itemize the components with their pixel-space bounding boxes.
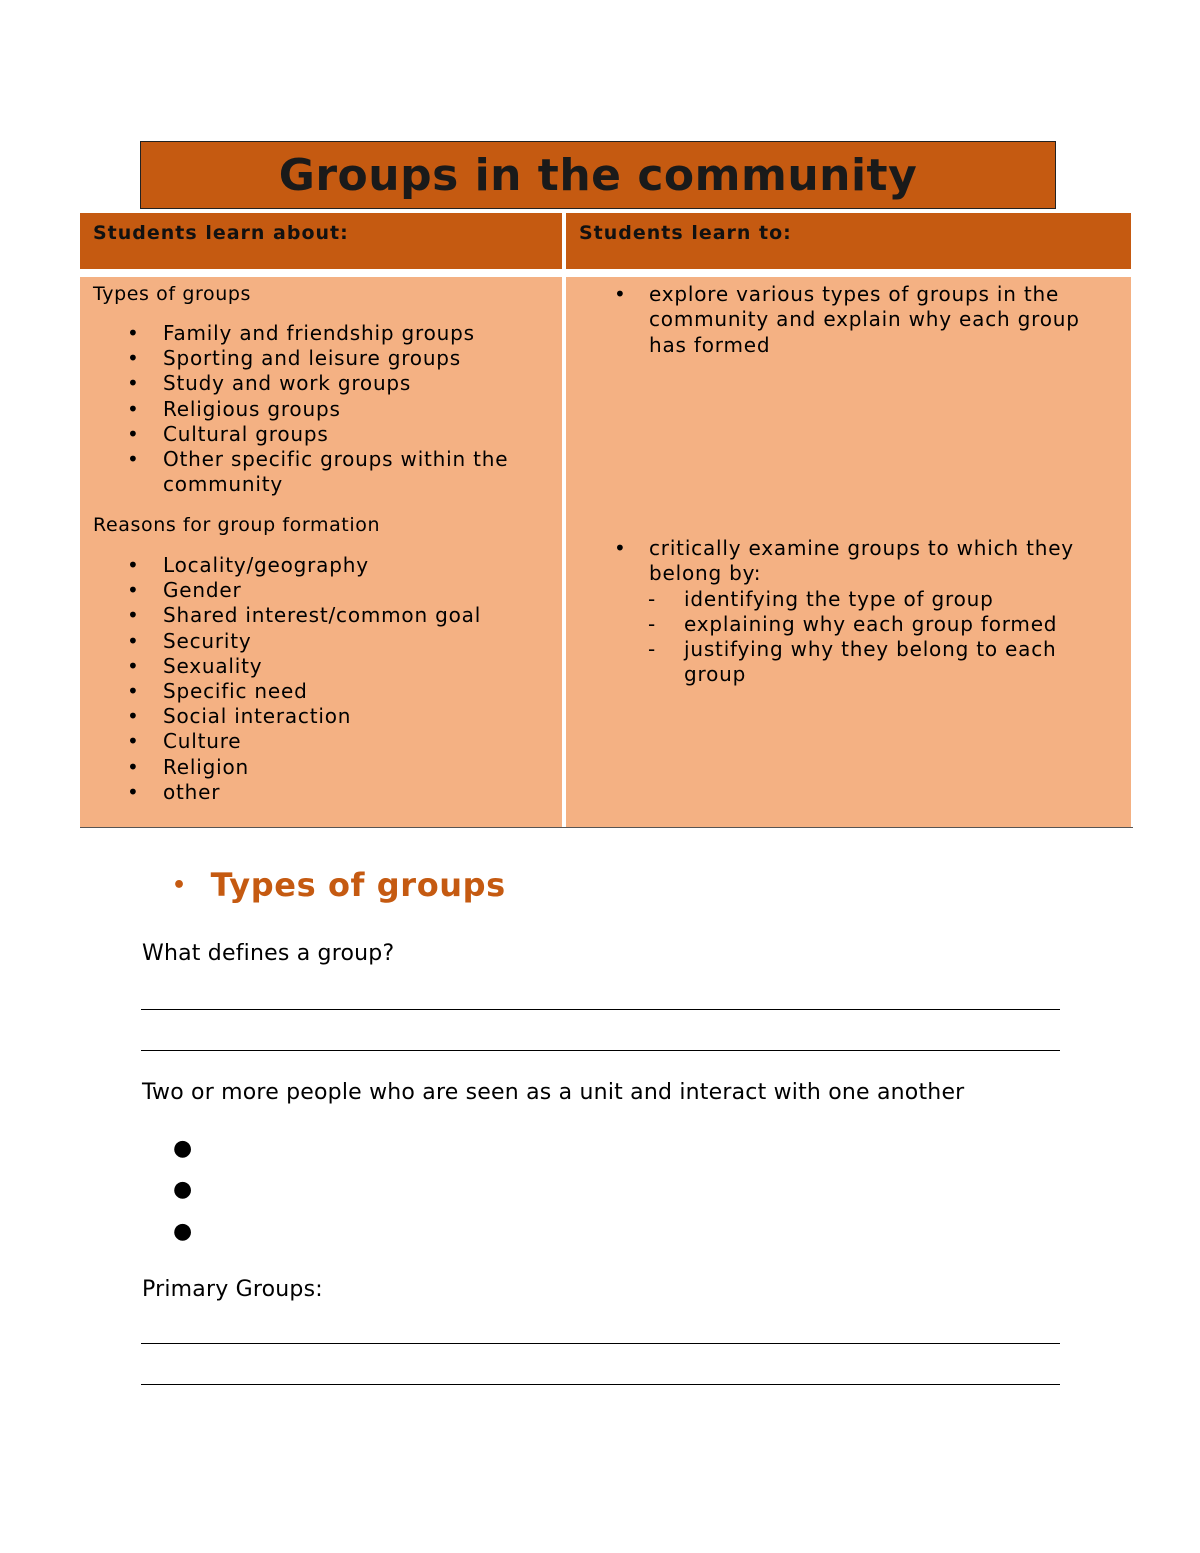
list-item: • Specific need: [80, 679, 550, 704]
list-item: • Cultural groups: [80, 422, 550, 447]
answer-definition: Two or more people who are seen as a unit and interact with one another: [142, 1080, 965, 1105]
answer-line: [141, 1009, 1060, 1010]
header-learn-about-label: Students learn about:: [93, 222, 349, 244]
list-item: • Security: [80, 629, 550, 654]
empty-bullet-icon: ●: [173, 1136, 193, 1161]
list-item: • Shared interest/common goal: [80, 603, 550, 628]
answer-line: [141, 1343, 1060, 1344]
learn-to-text-1: explore various types of groups in the community and explain why each group has formed: [649, 282, 1080, 357]
learn-to-item-2: [616, 536, 1086, 688]
list-item: • other: [80, 780, 550, 805]
empty-bullet-icon: ●: [173, 1219, 193, 1244]
header-learn-about: [80, 213, 562, 269]
empty-bullet-icon: ●: [173, 1177, 193, 1202]
types-list: [80, 321, 550, 497]
list-item: • Religion: [80, 755, 550, 780]
list-item: • Gender: [80, 578, 550, 603]
sub-item: - explaining why each group formed: [616, 612, 1086, 637]
list-item: • Culture: [80, 729, 550, 754]
list-item: • Social interaction: [80, 704, 550, 729]
sub-item: - identifying the type of group: [616, 587, 1086, 612]
list-item: • Study and work groups: [80, 371, 550, 396]
list-item: • Family and friendship groups: [80, 321, 550, 346]
bullet-icon: •: [614, 282, 627, 306]
answer-line: [141, 1050, 1060, 1051]
table-bottom-border: [80, 827, 1133, 828]
list-item: • Locality/geography: [80, 553, 550, 578]
answer-line: [141, 1384, 1060, 1385]
page-title: Groups in the community: [278, 149, 918, 201]
reasons-list: [80, 553, 550, 805]
bullet-icon: •: [614, 536, 627, 560]
header-learn-to: [566, 213, 1131, 269]
section-heading: [172, 866, 506, 904]
list-item: • Sporting and leisure groups: [80, 346, 550, 371]
section-heading-text: Types of groups: [210, 866, 506, 904]
sub-item: - justifying why they belong to each group: [616, 637, 1086, 688]
learn-to-text-2: critically examine groups to which they belong by:: [649, 536, 1074, 586]
list-item: • Sexuality: [80, 654, 550, 679]
list-item: • Religious groups: [80, 397, 550, 422]
learn-about-cell: [80, 277, 562, 827]
title-banner: [140, 141, 1056, 209]
question-what-defines-group: What defines a group?: [142, 941, 395, 966]
types-of-groups-label: Types of groups: [93, 283, 252, 305]
learn-to-cell: [566, 277, 1131, 827]
reasons-label: Reasons for group formation: [93, 514, 381, 536]
question-primary-groups: Primary Groups:: [142, 1277, 323, 1302]
header-learn-to-label: Students learn to:: [579, 222, 792, 244]
list-item: • Other specific groups within the community: [80, 447, 550, 497]
bullet-icon: •: [172, 873, 187, 898]
learn-to-item-1: [616, 282, 1086, 358]
